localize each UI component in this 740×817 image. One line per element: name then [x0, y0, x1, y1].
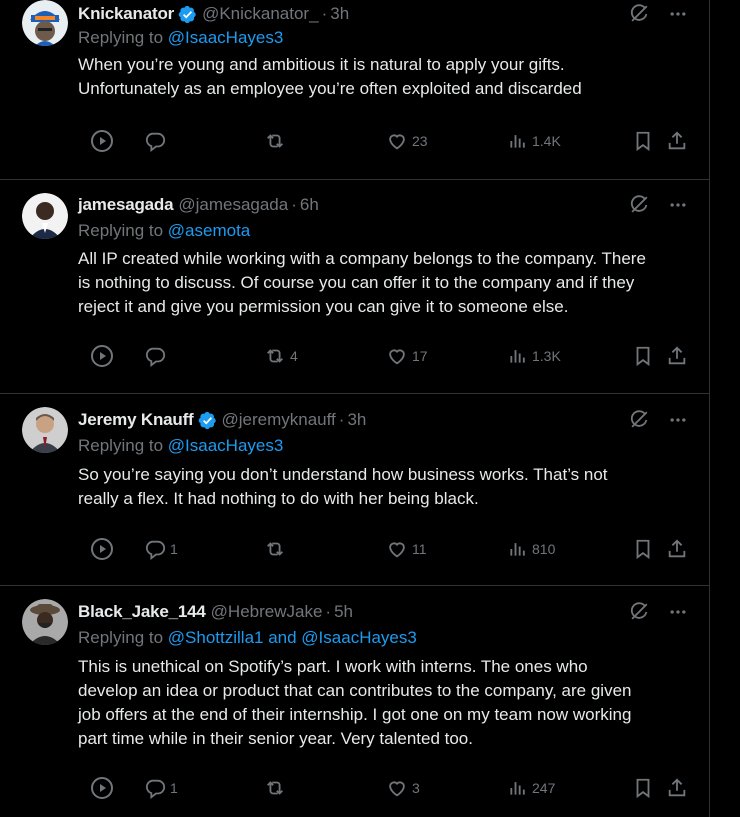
play-icon	[90, 537, 114, 561]
separator-dot: ·	[338, 410, 345, 429]
bookmark-button[interactable]	[632, 535, 654, 563]
repost-button[interactable]	[264, 774, 290, 802]
repost-icon	[264, 130, 286, 152]
tweet[interactable]	[0, 395, 710, 586]
bookmark-button[interactable]	[632, 127, 654, 155]
reply-icon	[144, 345, 166, 367]
views-button[interactable]	[508, 342, 561, 370]
reply-count: 1	[170, 541, 178, 557]
tweet[interactable]	[0, 0, 710, 180]
tweet-text	[78, 655, 698, 751]
bookmark-button[interactable]	[632, 342, 654, 370]
bookmark-button[interactable]	[632, 774, 654, 802]
author-handle[interactable]: @jeremyknauff	[221, 410, 336, 429]
tweet-header	[78, 194, 319, 216]
reply-icon	[144, 538, 166, 560]
tweet-header	[78, 3, 349, 25]
verified-badge-icon	[178, 5, 197, 24]
repost-button[interactable]	[264, 535, 290, 563]
timestamp[interactable]: 3h	[347, 410, 367, 429]
replying-to-mention[interactable]: @IsaacHayes3	[167, 28, 284, 47]
play-icon	[90, 776, 114, 800]
tweet-text	[78, 463, 698, 511]
views-icon	[508, 131, 528, 151]
avatar[interactable]	[22, 599, 68, 645]
repost-button[interactable]	[264, 127, 290, 155]
like-icon	[386, 130, 408, 152]
like-button[interactable]	[386, 342, 428, 370]
tweet-text-line: When you’re young and ambitious it is natural to apply your gifts.	[78, 55, 565, 74]
replying-to-mention[interactable]: @asemota	[167, 221, 251, 240]
author-handle[interactable]: @HebrewJake	[210, 602, 323, 621]
bookmark-icon	[632, 777, 654, 799]
tweet-text-line: Unfortunately as an employee you’re often exploited and discarded	[78, 79, 582, 98]
views-button[interactable]	[508, 127, 561, 155]
repost-icon	[264, 345, 286, 367]
grok-icon[interactable]	[628, 409, 650, 431]
view-count: 247	[532, 780, 556, 796]
reply-button[interactable]	[144, 535, 178, 563]
views-icon	[508, 539, 528, 559]
reply-count: 1	[170, 780, 178, 796]
bookmark-icon	[632, 130, 654, 152]
share-button[interactable]	[666, 535, 688, 563]
replying-to	[78, 28, 283, 48]
tweet-text-line: So you’re saying you don’t understand how business works. That’s not	[78, 465, 608, 484]
replying-to-label: Replying to	[78, 628, 164, 647]
grok-icon[interactable]	[628, 194, 650, 216]
like-count: 3	[412, 780, 420, 796]
more-icon[interactable]	[668, 602, 688, 622]
author-handle[interactable]: @jamesagada	[178, 195, 289, 214]
repost-icon	[264, 777, 286, 799]
reply-icon	[144, 777, 166, 799]
like-icon	[386, 538, 408, 560]
share-icon	[666, 345, 688, 367]
play-button[interactable]	[90, 342, 114, 370]
views-icon	[508, 346, 528, 366]
author-name[interactable]: jamesagada	[78, 195, 174, 214]
tweet-top-icons	[628, 3, 688, 25]
share-icon	[666, 130, 688, 152]
more-icon[interactable]	[668, 410, 688, 430]
tweet-text-line: This is unethical on Spotify’s part. I work with interns. The ones who	[78, 657, 588, 676]
replying-to	[78, 221, 250, 241]
tweet-text	[78, 53, 698, 101]
play-button[interactable]	[90, 774, 114, 802]
repost-button[interactable]	[264, 342, 298, 370]
view-count: 810	[532, 541, 556, 557]
share-button[interactable]	[666, 774, 688, 802]
bookmark-icon	[632, 345, 654, 367]
play-icon	[90, 344, 114, 368]
right-gutter	[711, 0, 740, 817]
like-button[interactable]	[386, 535, 427, 563]
repost-icon	[264, 538, 286, 560]
grok-icon[interactable]	[628, 3, 650, 25]
more-icon[interactable]	[668, 195, 688, 215]
replying-to	[78, 436, 283, 456]
tweet-text-line: All IP created while working with a company belongs to the company. There	[78, 249, 646, 268]
tweet-text	[78, 247, 698, 319]
reply-button[interactable]	[144, 127, 170, 155]
like-button[interactable]	[386, 774, 420, 802]
tweet[interactable]	[0, 181, 710, 394]
tweet-text-line: job offers at the end of their internship. I got one on my team now working	[78, 705, 632, 724]
separator-dot: ·	[321, 4, 328, 23]
tweet-top-icons	[628, 194, 688, 216]
tweet-top-icons	[628, 601, 688, 623]
play-button[interactable]	[90, 535, 114, 563]
share-button[interactable]	[666, 127, 688, 155]
share-icon	[666, 538, 688, 560]
author-handle[interactable]: @Knickanator_	[202, 4, 319, 23]
replying-to-label: Replying to	[78, 436, 164, 455]
like-icon	[386, 777, 408, 799]
avatar[interactable]	[22, 407, 68, 453]
like-count: 11	[412, 541, 427, 557]
tweet-header	[78, 409, 366, 431]
action-bar	[88, 342, 690, 370]
replying-to	[78, 628, 417, 648]
timestamp[interactable]: 6h	[299, 195, 319, 214]
tweet-text-line: is nothing to discuss. Of course you can offer it to the company and if they	[78, 273, 635, 292]
views-button[interactable]	[508, 774, 555, 802]
tweet[interactable]	[0, 587, 710, 817]
replying-to-label: Replying to	[78, 28, 164, 47]
reply-button[interactable]	[144, 774, 178, 802]
like-icon	[386, 345, 408, 367]
grok-icon[interactable]	[628, 601, 650, 623]
author-name[interactable]: Jeremy Knauff	[78, 410, 194, 429]
play-icon	[90, 129, 114, 153]
more-icon[interactable]	[668, 4, 688, 24]
separator-dot: ·	[291, 195, 297, 214]
like-count: 17	[412, 348, 428, 364]
tweet-text-line: really a flex. It had nothing to do with her being black.	[78, 489, 479, 508]
tweet-text-line: develop an idea or product that can contributes to the company, are given	[78, 681, 632, 700]
action-bar	[88, 774, 690, 802]
views-button[interactable]	[508, 535, 555, 563]
timestamp[interactable]: 5h	[334, 602, 353, 621]
tweet-top-icons	[628, 409, 688, 431]
like-count: 23	[412, 133, 428, 149]
repost-count: 4	[290, 348, 298, 364]
share-icon	[666, 777, 688, 799]
tweet-header	[78, 601, 353, 623]
replying-to-mention[interactable]: @Shottzilla1 and @IsaacHayes3	[167, 628, 417, 647]
verified-badge-icon	[198, 411, 217, 430]
action-bar	[88, 535, 690, 563]
bookmark-icon	[632, 538, 654, 560]
author-name[interactable]: Black_Jake_144	[78, 602, 206, 621]
separator-dot: ·	[325, 602, 332, 621]
author-name[interactable]: Knickanator	[78, 4, 175, 23]
view-count: 1.4K	[532, 133, 561, 149]
avatar[interactable]	[22, 0, 68, 46]
reply-button[interactable]	[144, 342, 170, 370]
avatar[interactable]	[22, 193, 68, 239]
like-button[interactable]	[386, 127, 428, 155]
tweet-text-line: reject it and give you permission you can give it to someone else.	[78, 297, 569, 316]
replying-to-label: Replying to	[78, 221, 164, 240]
timestamp[interactable]: 3h	[330, 4, 350, 23]
play-button[interactable]	[90, 127, 114, 155]
views-icon	[508, 778, 528, 798]
replying-to-mention[interactable]: @IsaacHayes3	[167, 436, 284, 455]
reply-icon	[144, 130, 166, 152]
action-bar	[88, 127, 690, 155]
share-button[interactable]	[666, 342, 688, 370]
view-count: 1.3K	[532, 348, 561, 364]
tweet-text-line: part time while in their senior year. Very talented too.	[78, 729, 473, 748]
